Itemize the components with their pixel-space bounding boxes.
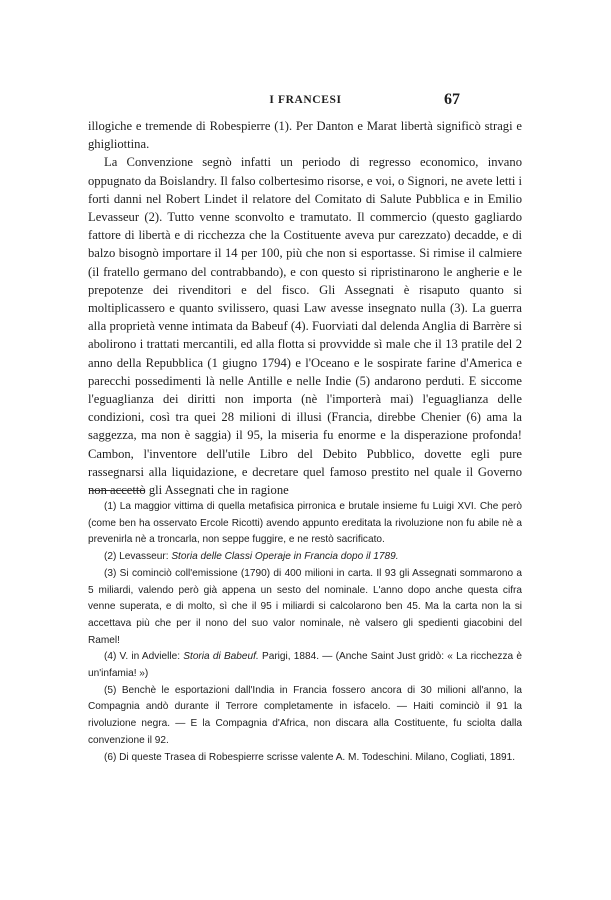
footnote-4-rest: Parigi, 1884. — (Anche Saint Just gridò: « La ricchezza è un'infamia! ») [88, 651, 522, 680]
running-title: I FRANCESI [269, 94, 342, 106]
footnote-separator [90, 490, 144, 491]
footnote-4 [88, 649, 522, 682]
paragraph-2: La Convenzione segnò infatti un periodo di regresso economico, invano oppugnato da Boislandry. Il falso colbertesimo risorse, e voi, o Signori, ne avete letti i forti danni nel Robert Lindet il relatore del Comitato di Salute Pubblica e in Emilio Levasseur (2). Tutto venne sconvolto e tramutato. Il commercio (questo gagliardo fattore di libertà e di ricchezza che la Costituente aveva pur carezzato) decadde, e di balzo bisognò importare il 14 per 100, più che non si esportasse. Si rimise il calmiere (il fratello germano del contrabbando), e con questo si ripristinarono le angherie e le prepotenze dei rivenditori e del fisco. Gli Assegnati è risaputo quanto si moltiplicassero e quanto svilissero, quasi Law avesse insegnato nulla (3). La guerra alla proprietà venne intimata da Babeuf (4). Fuorviati dal delenda Anglia di Barrère si abolirono i trattati mercantili, ed alla flotta si provvidde sì male che il 13 pratile del 2 anno della Repubblica (1 giugno 1794) e l'Oceano e le sospirate farine d'America e parecchi possedimenti là nelle Antille e nelle Indie (5) andarono perduti. E siccome l'eguaglianza dei diritti non importa (nè l'importerà mai) l'eguaglianza delle condizioni, così tra quei 28 milioni di illusi (Francia, direbbe Chenier (6) ama la saggezza, ma non è saggia) il 95, la miseria fu enorme e la disperazione profonda! Cambon, l'inventore dell'utile Libro del Debito Pubblico, dovette egli pure rassegnarsi alla liquidazione, e decretare quel famoso prestito nel quale il Governo non accettò gli Assegnati che in ragione [88, 155, 522, 498]
paragraph-1: illogiche e tremende di Robespierre (1). Per Danton e Marat libertà significò stragi e ghigliottina. [88, 119, 522, 152]
footnote-4-lead: (4) V. in Advielle: [104, 651, 184, 663]
main-text [88, 117, 522, 499]
footnote-5: (5) Benchè le esportazioni dall'India in Francia fossero ancora di 30 milioni all'anno, la Compagnia andò durante il Terrore completamente in isfacelo. — Haiti cominciò il 91 la rivoluzione negra. — E la Compagnia d'Africa, non discara alla Costituente, fu sciolta dalla convenzione il 92. [88, 684, 522, 746]
footnote-2-lead: (2) Levasseur: [104, 551, 172, 563]
footnote-2 [88, 549, 522, 566]
footnote-1: (1) La maggior vittima di quella metafisica pirronica e brutale insieme fu Luigi XVI. Che però (come ben ha osservato Ercole Ricotti) avendo appunto ereditata la rivoluzione non fu abile nè a prevenirla nè a troncarla, non seppe fuggire, e ne restò sacrificato. [88, 501, 522, 546]
footnote-2-title: Storia delle Classi Operaje in Francia dopo il 1789. [171, 551, 399, 563]
footnote-4-title: Storia di Babeuf. [183, 651, 259, 663]
footnotes [88, 499, 522, 766]
footnote-3: (3) Si cominciò coll'emissione (1790) di 400 milioni in carta. Il 93 gli Assegnati sommarono a 5 miliardi, valendo però già appena un sesto del nominale. L'anno dopo anche questa cifra venne superata, e di molto, sì che il 95 i miliardi si calcolarono ben 45. Ma la carta non la si accettava più che per il nono del suo valor nominale, nè valsero gli spedienti giacobini del Ramel! [88, 567, 522, 646]
page-header [0, 91, 611, 112]
page-number: 67 [444, 91, 460, 108]
footnote-6: (6) Di queste Trasea di Robespierre scrisse valente A. M. Todeschini. Milano, Cogliati, 1891. [104, 751, 516, 763]
